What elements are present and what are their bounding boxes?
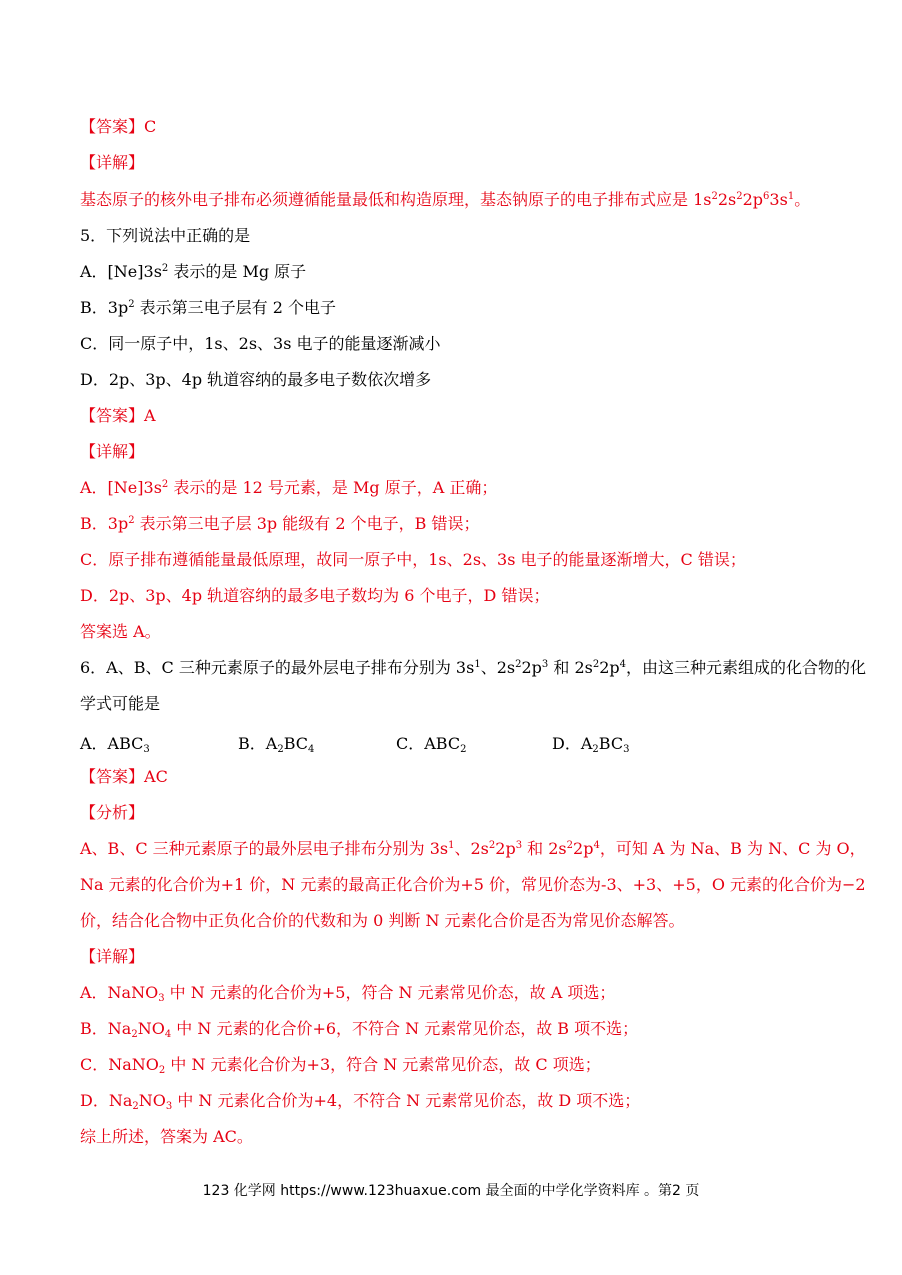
q5-detail-b: B．$3p^2$ 表示第三电子层 3p 能级有 2 个电子，B 错误； (80, 514, 480, 533)
q6-option-a: A．$ABC_3$ (80, 734, 150, 755)
q5-stem: 5．下列说法中正确的是 (80, 226, 251, 245)
q6-analysis-line3: 价，结合化合物中正负化合价的代数和为 0 判断 N 元素化合价是否为常见价态解答。 (80, 911, 685, 930)
answer-value: AC (144, 767, 168, 786)
q6-answer (80, 767, 168, 787)
q6-analysis-label: 【分析】 (80, 803, 145, 822)
q5-detail-a: A．$[Ne]3s^2$ 表示的是 12 号元素，是 Mg 原子，A 正确； (80, 478, 498, 497)
q5-option-a: A．$[Ne]3s^2$ 表示的是 Mg 原子 (80, 262, 307, 281)
q6-analysis-line1: A、B、C 三种元素原子的最外层电子排布分别为 $3s^1$、$2s^22p^3$ 和 $2s^22p^4$，可知 A 为 Na、B 为 N、C 为 O， (80, 839, 866, 858)
q6-option-d: D．$A_2BC_3$ (552, 734, 630, 755)
answer-line-prev (80, 117, 156, 137)
q6-stem-line1: 6．A、B、C 三种元素原子的最外层电子排布分别为 $3s^1$、$2s^22p^3$ 和 $2s^22p^4$，由这三种元素组成的化合物的化 (80, 658, 867, 677)
q6-detail-a: A．NaNO$_3$ 中 N 元素的化合价为+5，符合 N 元素常见价态，故 A 项选； (80, 983, 616, 1004)
detail-label-prev: 【详解】 (80, 153, 145, 172)
detail-text-prev: 基态原子的核外电子排布必须遵循能量最低和构造原理，基态钠原子的电子排布式应是 $1s^22s^22p^63s^1$。 (80, 190, 811, 209)
q6-detail-b: B．$Na_2NO_4$ 中 N 元素的化合价+6，不符合 N 元素常见价态，故 B 项不选； (80, 1019, 639, 1040)
q5-option-c: C．同一原子中，1s、2s、3s 电子的能量逐渐减小 (80, 334, 441, 353)
q5-answer (80, 406, 156, 426)
q5-detail-c: C．原子排布遵循能量最低原理，故同一原子中，1s、2s、3s 电子的能量逐渐增大，C 错误； (80, 550, 746, 569)
q5-option-b: B．$3p^2$ 表示第三电子层有 2 个电子 (80, 298, 337, 317)
q5-detail-d: D．2p、3p、4p 轨道容纳的最多电子数均为 6 个电子，D 错误； (80, 586, 550, 605)
q6-stem-line2: 学式可能是 (80, 694, 161, 713)
answer-label: 【答案】 (80, 406, 145, 425)
answer-label: 【答案】 (80, 117, 145, 136)
q6-option-c: C．$ABC_2$ (396, 734, 467, 755)
q5-conclusion: 答案选 A。 (80, 622, 161, 641)
q5-option-d: D．2p、3p、4p 轨道容纳的最多电子数依次增多 (80, 370, 432, 389)
q6-detail-d: D．$Na_2NO_3$ 中 N 元素化合价为+4，不符合 N 元素常见价态，故 D 项不选； (80, 1091, 641, 1112)
q6-detail-c: C．NaNO$_2$ 中 N 元素化合价为+3，符合 N 元素常见价态，故 C 项选； (80, 1055, 601, 1076)
q6-analysis-line2: Na 元素的化合价为+1 价，N 元素的最高正化合价为+5 价，常见价态为-3、+3、+5，O 元素的化合价为−2 (80, 875, 866, 894)
answer-label: 【答案】 (80, 767, 145, 786)
answer-value: C (144, 117, 157, 136)
q6-options (80, 731, 780, 755)
q5-detail-label: 【详解】 (80, 442, 145, 461)
q6-option-b: B．$A_2BC_4$ (238, 734, 315, 755)
q6-detail-label: 【详解】 (80, 947, 145, 966)
answer-value: A (144, 406, 156, 425)
page-footer: 123 化学网 https://www.123huaxue.com 最全面的中学化学资料库 。第2 页 (202, 1183, 700, 1199)
q6-conclusion: 综上所述，答案为 AC。 (80, 1127, 253, 1146)
